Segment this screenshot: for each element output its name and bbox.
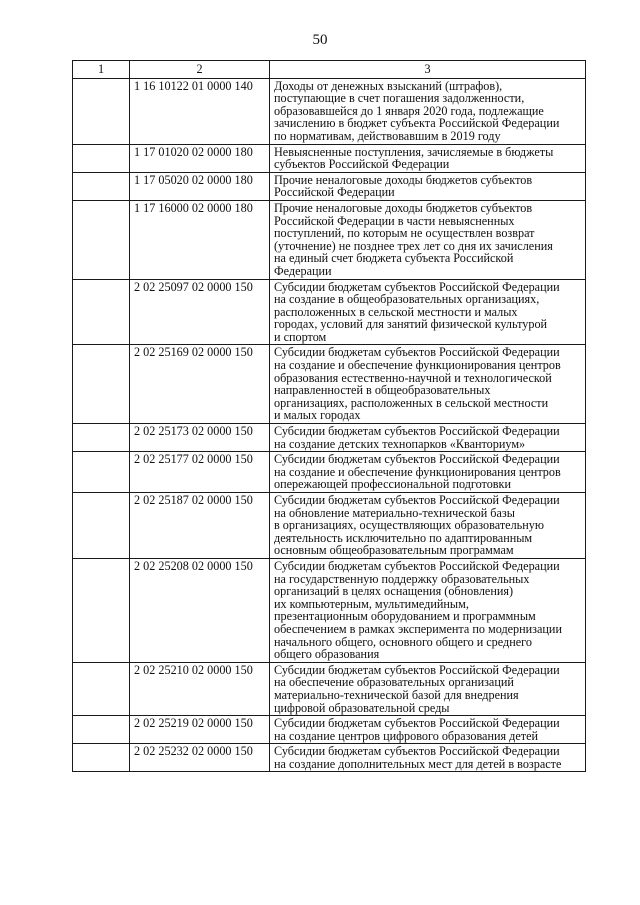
budget-code-cell: 2 02 25232 02 0000 150 — [130, 744, 270, 772]
budget-code-cell: 2 02 25187 02 0000 150 — [130, 493, 270, 559]
table-row — [73, 345, 586, 424]
description-cell: Субсидии бюджетам субъектов Российской Федерации на создание дополнительных мест для детей в возрасте — [270, 744, 586, 772]
table-row — [73, 144, 586, 172]
row-number-cell — [73, 172, 130, 200]
row-number-cell — [73, 744, 130, 772]
budget-code-cell: 2 02 25210 02 0000 150 — [130, 662, 270, 715]
table-row — [73, 172, 586, 200]
row-number-cell — [73, 279, 130, 345]
table-row — [73, 200, 586, 279]
table-row — [73, 493, 586, 559]
row-number-cell — [73, 345, 130, 424]
row-number-cell — [73, 144, 130, 172]
description-cell: Субсидии бюджетам субъектов Российской Федерации на обновление материально-технической базы в организациях, осуществляющих образовательную деятельность исключительно по адаптированным основным общеобразовательным программам — [270, 493, 586, 559]
description-cell: Субсидии бюджетам субъектов Российской Федерации на создание и обеспечение функционирования центров опережающей профессиональной подготовки — [270, 452, 586, 493]
table-row — [73, 78, 586, 144]
column-header-1: 1 — [73, 61, 130, 79]
budget-code-cell: 2 02 25173 02 0000 150 — [130, 424, 270, 452]
row-number-cell — [73, 200, 130, 279]
budget-code-cell: 2 02 25208 02 0000 150 — [130, 558, 270, 662]
row-number-cell — [73, 716, 130, 744]
description-cell: Субсидии бюджетам субъектов Российской Федерации на обеспечение образовательных организаций материально-технической базой для внедрения цифровой образовательной среды — [270, 662, 586, 715]
column-header-2: 2 — [130, 61, 270, 79]
budget-code-cell: 1 17 16000 02 0000 180 — [130, 200, 270, 279]
description-cell: Доходы от денежных взысканий (штрафов), поступающие в счет погашения задолженности, образовавшейся до 1 января 2020 года, подлежащие зачислению в бюджет субъекта Российской Федерации по нормативам, действовавшим в 2019 году — [270, 78, 586, 144]
row-number-cell — [73, 452, 130, 493]
description-cell: Субсидии бюджетам субъектов Российской Федерации на создание центров цифрового образования детей — [270, 716, 586, 744]
budget-code-cell: 1 17 01020 02 0000 180 — [130, 144, 270, 172]
table-row — [73, 452, 586, 493]
row-number-cell — [73, 493, 130, 559]
table-row — [73, 279, 586, 345]
budget-code-cell: 2 02 25097 02 0000 150 — [130, 279, 270, 345]
description-cell: Субсидии бюджетам субъектов Российской Федерации на создание в общеобразовательных организациях, расположенных в сельской местности и малых городах, условий для занятий физической культурой и спортом — [270, 279, 586, 345]
description-cell: Прочие неналоговые доходы бюджетов субъектов Российской Федерации в части невыясненных поступлений, по которым не осуществлен возврат (уточнение) не позднее трех лет со дня их зачисления на единый счет бюджета субъекта Российской Федерации — [270, 200, 586, 279]
table-row — [73, 744, 586, 772]
row-number-cell — [73, 78, 130, 144]
budget-code-cell: 1 17 05020 02 0000 180 — [130, 172, 270, 200]
column-header-3: 3 — [270, 61, 586, 79]
row-number-cell — [73, 424, 130, 452]
budget-code-cell: 1 16 10122 01 0000 140 — [130, 78, 270, 144]
table-row — [73, 558, 586, 662]
description-cell: Невыясненные поступления, зачисляемые в бюджеты субъектов Российской Федерации — [270, 144, 586, 172]
budget-code-cell: 2 02 25219 02 0000 150 — [130, 716, 270, 744]
description-cell: Субсидии бюджетам субъектов Российской Федерации на государственную поддержку образовательных организаций в целях оснащения (обновления) их компьютерным, мультимедийным, презентационным оборудованием и программным обеспечением в рамках эксперимента по модернизации начального общего, основного общего и среднего общего образования — [270, 558, 586, 662]
table-row — [73, 424, 586, 452]
table-row — [73, 716, 586, 744]
table-row — [73, 662, 586, 715]
table-header-row — [73, 61, 586, 79]
row-number-cell — [73, 558, 130, 662]
description-cell: Субсидии бюджетам субъектов Российской Федерации на создание детских технопарков «Кванториум» — [270, 424, 586, 452]
budget-code-cell: 2 02 25169 02 0000 150 — [130, 345, 270, 424]
description-cell: Прочие неналоговые доходы бюджетов субъектов Российской Федерации — [270, 172, 586, 200]
row-number-cell — [73, 662, 130, 715]
budget-classification-table — [72, 60, 586, 772]
page-number: 50 — [312, 32, 328, 48]
budget-code-cell: 2 02 25177 02 0000 150 — [130, 452, 270, 493]
description-cell: Субсидии бюджетам субъектов Российской Федерации на создание и обеспечение функционирования центров образования естественно-научной и технологической направленностей в общеобразовательных организациях, расположенных в сельской местности и малых городах — [270, 345, 586, 424]
